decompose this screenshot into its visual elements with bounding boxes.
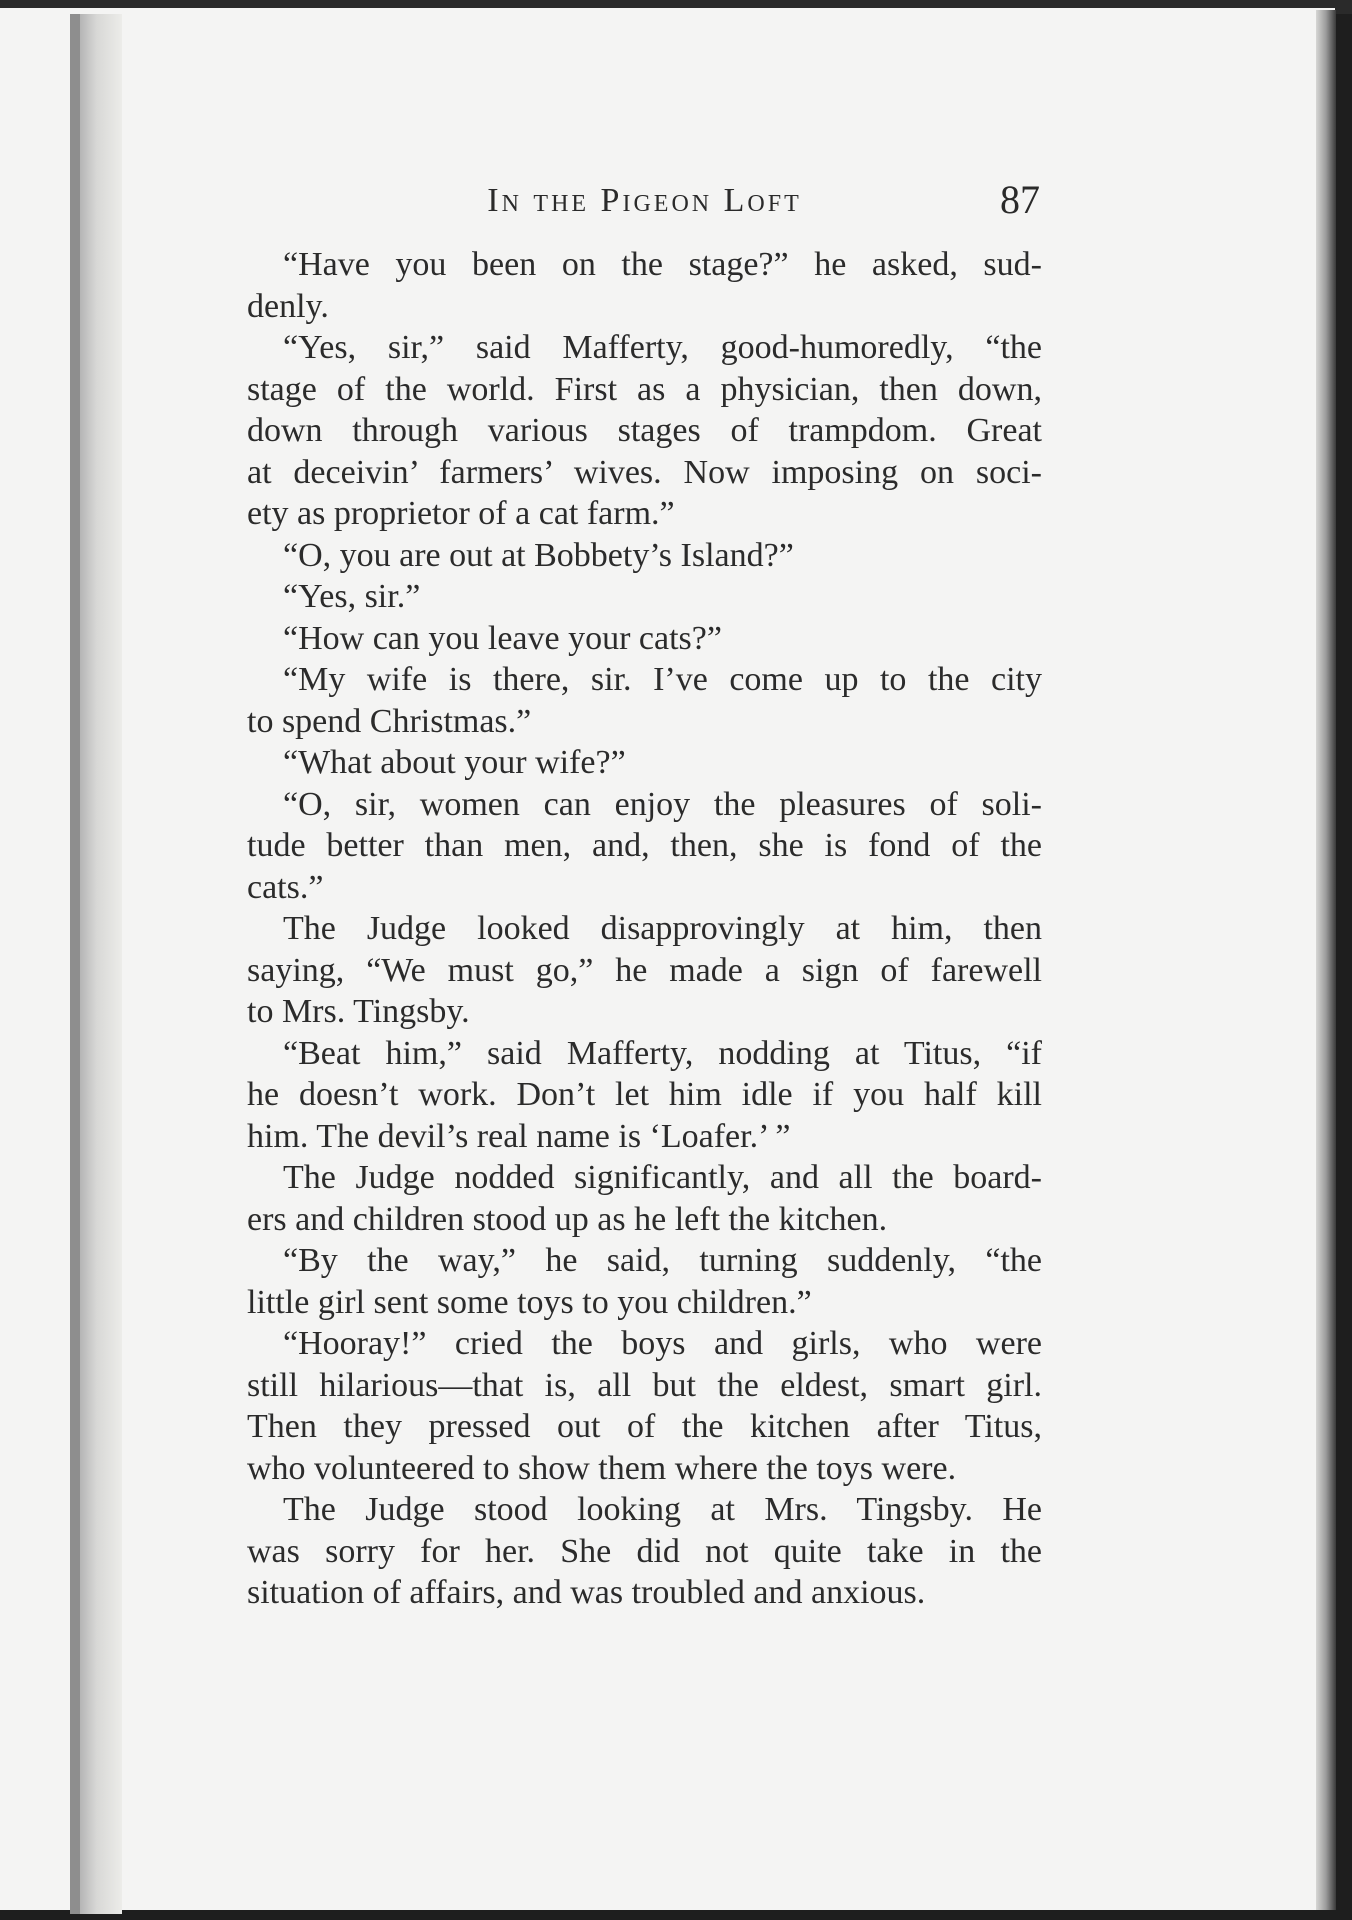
text-line: him. The devil’s real name is ‘Loafer.’ ” <box>247 1117 791 1155</box>
text-line: stage of the world. First as a physician, then down, <box>247 370 1042 408</box>
text-line: ety as proprietor of a cat farm.” <box>247 495 675 532</box>
text-line: at deceivin’ farmers’ wives. Now imposing on soci- <box>247 453 1042 491</box>
text-line: Then they pressed out of the kitchen after Titus, <box>247 1408 1042 1445</box>
text-line: ers and children stood up as he left the kitchen. <box>247 1200 888 1238</box>
text-line: down through various stages of trampdom. Great <box>247 412 1042 449</box>
text-line: The Judge looked disapprovingly at him, then <box>283 910 1042 947</box>
text-line: The Judge stood looking at Mrs. Tingsby. He <box>283 1491 1042 1528</box>
text-line: “O, you are out at Bobbety’s Island?” <box>283 536 794 574</box>
text-line: was sorry for her. She did not quite take in the <box>247 1532 1042 1570</box>
page-right-edge <box>1316 10 1336 1910</box>
text-line: saying, “We must go,” he made a sign of farewell <box>247 951 1042 989</box>
text-line: denly. <box>247 287 329 325</box>
text-line: to Mrs. Tingsby. <box>247 993 470 1030</box>
text-line: “O, sir, women can enjoy the pleasures of soli- <box>283 785 1042 823</box>
text-line: who volunteered to show them where the toys were. <box>247 1449 957 1487</box>
text-line: little girl sent some toys to you children.” <box>247 1283 812 1321</box>
text-line: “What about your wife?” <box>283 744 626 781</box>
running-title: In the Pigeon Loft <box>487 182 802 219</box>
text-line: “How can you leave your cats?” <box>283 619 722 657</box>
text-line: “My wife is there, sir. I’ve come up to the city <box>283 661 1042 698</box>
text-line: “Yes, sir,” said Mafferty, good-humoredly, “the <box>283 329 1042 366</box>
text-line: “Have you been on the stage?” he asked, sud- <box>283 246 1042 283</box>
text-line: tude better than men, and, then, she is fond of the <box>247 827 1042 864</box>
text-line: “Yes, sir.” <box>283 578 421 615</box>
text-line: he doesn’t work. Don’t let him idle if you half kill <box>247 1076 1042 1113</box>
text-line: situation of affairs, and was troubled and anxious. <box>247 1574 926 1611</box>
text-line: “By the way,” he said, turning suddenly, “the <box>283 1242 1042 1279</box>
text-line: to spend Christmas.” <box>247 702 532 740</box>
page-number: 87 <box>1000 177 1040 222</box>
text-line: still hilarious—that is, all but the eldest, smart girl. <box>247 1366 1042 1404</box>
page-gutter <box>80 14 122 1914</box>
text-line: “Hooray!” cried the boys and girls, who were <box>283 1325 1042 1362</box>
text-line: cats.” <box>247 868 324 906</box>
body-text <box>247 244 1042 1614</box>
running-header <box>247 176 1042 224</box>
text-line: The Judge nodded significantly, and all the board- <box>283 1159 1042 1196</box>
text-line: “Beat him,” said Mafferty, nodding at Titus, “if <box>283 1034 1042 1072</box>
